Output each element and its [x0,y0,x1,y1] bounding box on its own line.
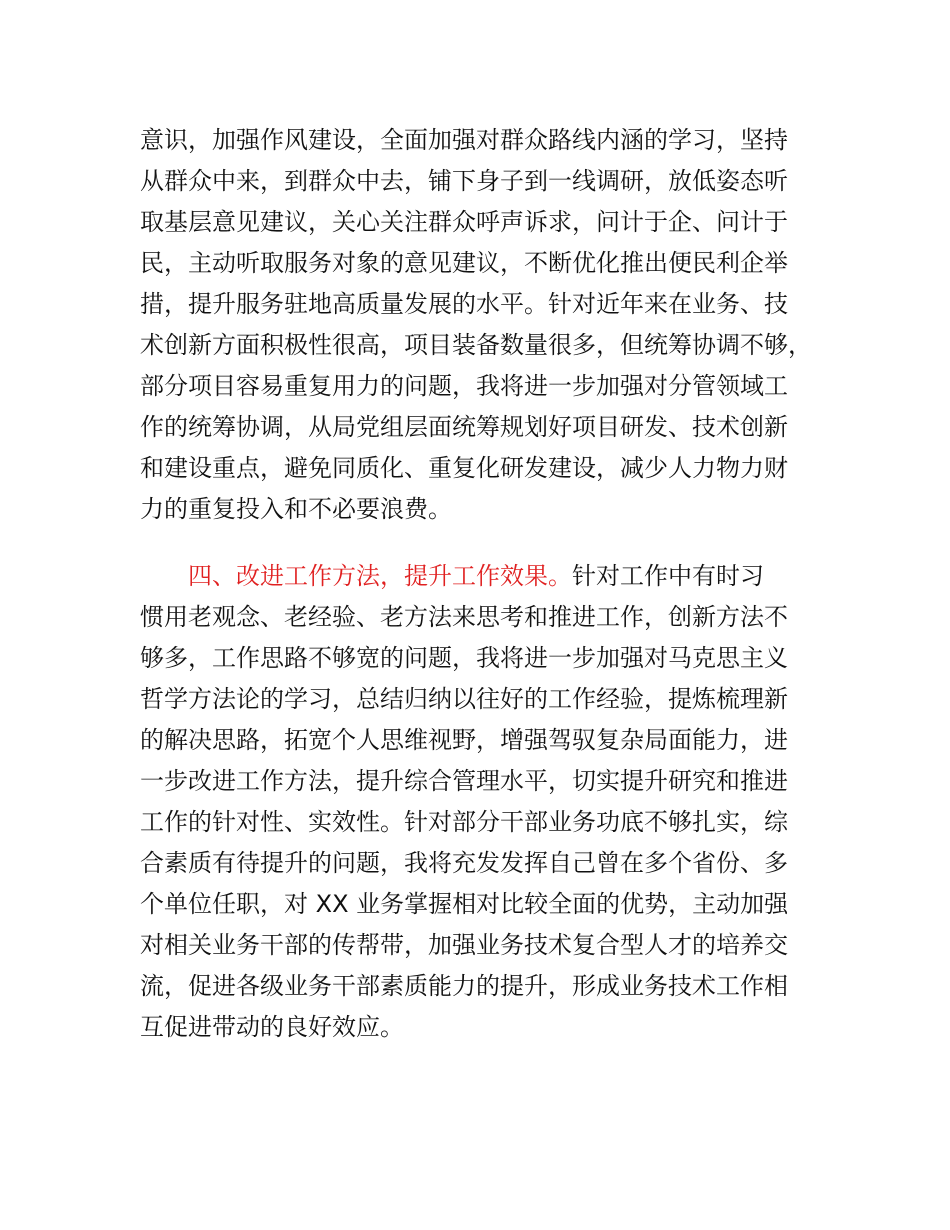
text-line: 合素质有待提升的问题，我将充发发挥自己曾在多个省份、多 [140,849,788,877]
document-body [140,120,840,1048]
text-segment: 针对工作中有时习 [572,562,764,590]
paragraph-2 [140,556,840,1048]
text-line: 和建设重点，避免同质化、重复化研发建设，减少人力物力财 [140,454,788,482]
text-line: 从群众中来，到群众中去，铺下身子到一线调研，放低姿态听 [140,167,788,195]
text-line: 力的重复投入和不必要浪费。 [140,495,452,523]
text-line: 措，提升服务驻地高质量发展的水平。针对近年来在业务、技 [140,290,788,318]
section-heading: 四、改进工作方法，提升工作效果。 [188,562,572,590]
text-line: 个单位任职，对 XX 业务掌握相对比较全面的优势，主动加强 [140,890,789,918]
text-line: 互促进带动的良好效应。 [140,1013,404,1041]
text-line: 部分项目容易重复用力的问题，我将进一步加强对分管领域工 [140,372,788,400]
text-line-first [140,556,840,597]
text-line: 对相关业务干部的传帮带，加强业务技术复合型人才的培养交 [140,931,788,959]
text-line: 民，主动听取服务对象的意见建议，不断优化推出便民利企举 [140,249,788,277]
text-line: 工作的针对性、实效性。针对部分干部业务功底不够扎实，综 [140,808,788,836]
text-line: 哲学方法论的学习，总结归纳以往好的工作经验，提炼梳理新 [140,685,788,713]
text-line: 惯用老观念、老经验、老方法来思考和推进工作，创新方法不 [140,603,788,631]
paragraph-1 [140,120,840,530]
text-line: 意识，加强作风建设，全面加强对群众路线内涵的学习，坚持 [140,126,788,154]
text-line: 一步改进工作方法，提升综合管理水平，切实提升研究和推进 [140,767,788,795]
text-line: 够多，工作思路不够宽的问题，我将进一步加强对马克思主义 [140,644,788,672]
text-line: 流，促进各级业务干部素质能力的提升，形成业务技术工作相 [140,972,788,1000]
paragraph-gap [140,530,840,556]
text-line: 术创新方面积极性很高，项目装备数量很多，但统筹协调不够， [140,331,812,359]
text-line: 作的统筹协调，从局党组层面统筹规划好项目研发、技术创新 [140,413,788,441]
text-line: 的解决思路，拓宽个人思维视野，增强驾驭复杂局面能力，进 [140,726,788,754]
text-line: 取基层意见建议，关心关注群众呼声诉求，问计于企、问计于 [140,208,788,236]
